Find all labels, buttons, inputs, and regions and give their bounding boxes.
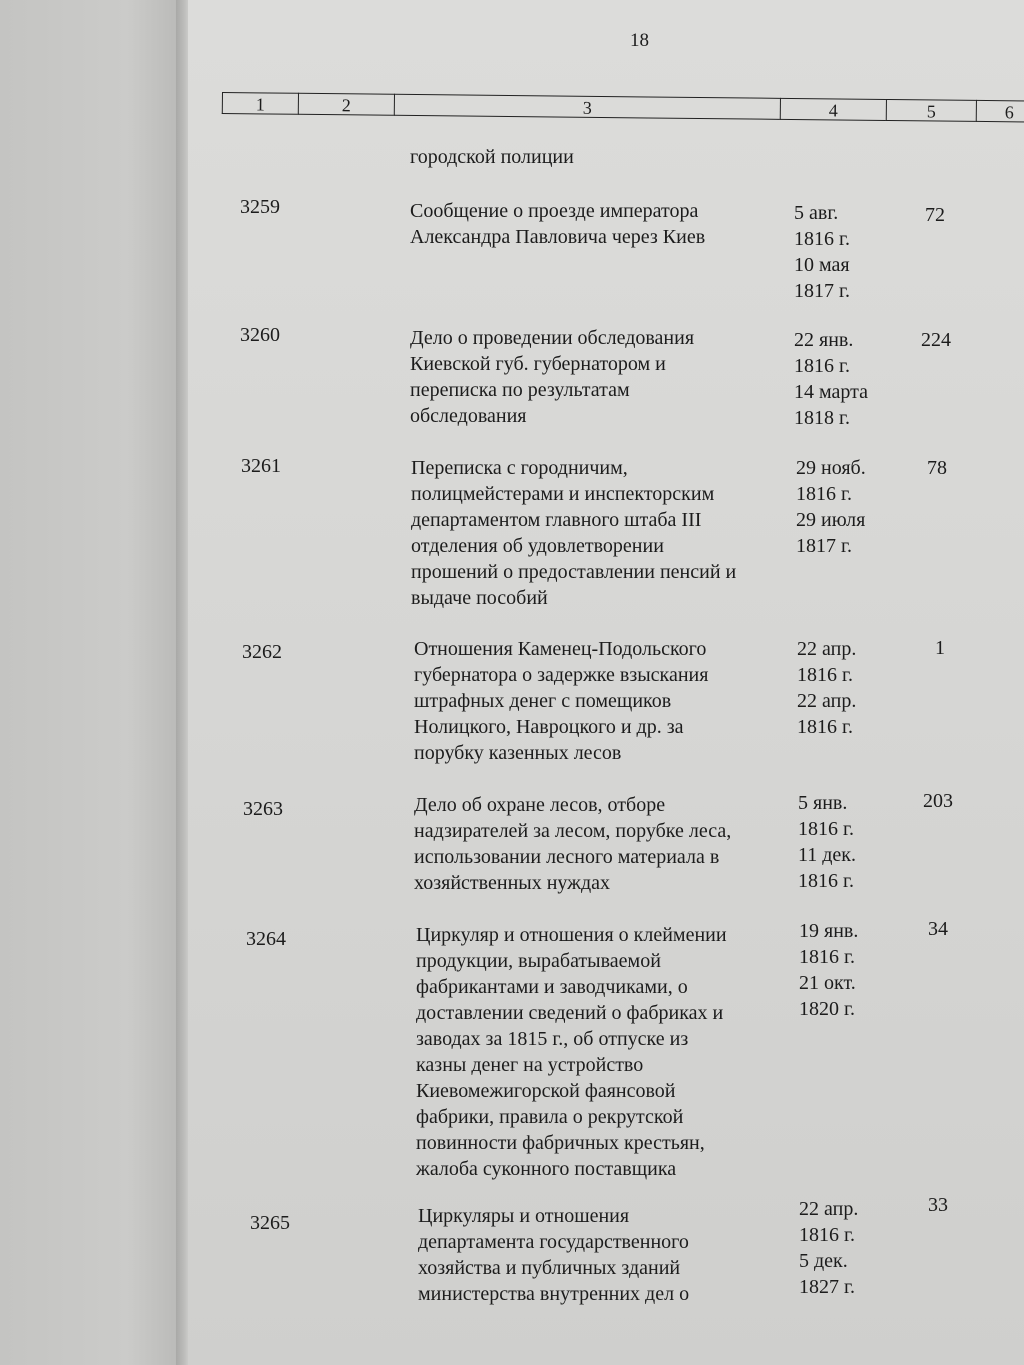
date-line: 22 апр.: [799, 1198, 859, 1220]
date-line: 11 дек.: [798, 844, 857, 866]
date-line: 22 янв.: [794, 329, 854, 351]
record-dates: [794, 327, 868, 431]
date-line: 1816 г.: [797, 664, 853, 686]
left-page: [0, 0, 182, 1365]
date-line: 22 апр.: [797, 690, 857, 712]
column-header-3: 3: [394, 94, 780, 120]
column-header-2: 2: [298, 93, 394, 116]
description-line: Переписка с городничим,: [411, 457, 628, 479]
record-dates: [798, 790, 856, 894]
description-line: заводах за 1815 г., об отпуске из: [416, 1028, 689, 1050]
date-line: 1818 г.: [794, 407, 850, 429]
date-line: 1820 г.: [799, 998, 855, 1020]
record-number: 3265: [250, 1212, 290, 1234]
description-line: доставлении сведений о фабриках и: [416, 1002, 724, 1024]
record-sheets: 34: [928, 918, 948, 940]
record-sheets: 1: [935, 637, 945, 659]
date-line: 1816 г.: [798, 818, 854, 840]
record-description: [414, 636, 794, 766]
description-line: Дело об охране лесов, отборе: [414, 794, 666, 816]
date-line: 1816 г.: [799, 1224, 855, 1246]
description-line: повинности фабричных крестьян,: [416, 1132, 705, 1154]
record-sheets: 224: [921, 329, 951, 351]
description-line: обследования: [410, 405, 527, 427]
date-line: 29 июля: [796, 509, 866, 531]
record-dates: [797, 636, 856, 740]
description-line: Киевской губ. губернатором и: [410, 353, 666, 375]
record-description: [411, 455, 791, 611]
description-line: Нолицкого, Навроцкого и др. за: [414, 716, 684, 738]
description-line: губернатора о задержке взыскания: [414, 664, 709, 686]
date-line: 1816 г.: [799, 946, 855, 968]
record-description: [414, 792, 794, 896]
column-header-6: 6: [976, 100, 1024, 123]
record-description: [410, 325, 790, 429]
description-line: Александра Павловича через Киев: [410, 226, 706, 248]
description-line: Циркуляры и отношения: [418, 1205, 630, 1227]
record-dates: [796, 455, 866, 559]
description-line: фабрикантами и заводчиками, о: [416, 976, 688, 998]
date-line: 1816 г.: [796, 483, 852, 505]
record-number: 3264: [246, 928, 286, 950]
description-line: фабрики, правила о рекрутской: [416, 1106, 684, 1128]
record-number: 3260: [240, 324, 280, 346]
date-line: 5 янв.: [798, 792, 848, 814]
date-line: 21 окт.: [799, 972, 856, 994]
record-description: [418, 1203, 798, 1307]
date-line: 1817 г.: [796, 535, 852, 557]
description-line: министерства внутренних дел о: [418, 1283, 690, 1305]
record-number: 3261: [241, 455, 281, 477]
date-line: 1816 г.: [794, 228, 850, 250]
record-sheets: 33: [928, 1194, 948, 1216]
date-line: 1817 г.: [794, 280, 850, 302]
record-dates: [794, 200, 850, 304]
date-line: 10 мая: [794, 254, 850, 276]
record-sheets: 78: [927, 457, 947, 479]
record-description: [416, 922, 796, 1182]
description-line: Сообщение о проезде императора: [410, 200, 699, 222]
date-line: 5 дек.: [799, 1250, 848, 1272]
column-header-5: 5: [886, 99, 976, 122]
continuation-text: городской полиции: [410, 146, 574, 168]
description-line: штрафных денег с помещиков: [414, 690, 672, 712]
record-number: 3259: [240, 196, 280, 218]
description-line: использовании лесного материала в: [414, 846, 720, 868]
description-line: хозяйственных нуждах: [414, 872, 611, 894]
date-line: 1816 г.: [797, 716, 853, 738]
description-line: казны денег на устройство: [416, 1054, 644, 1076]
date-line: 22 апр.: [797, 638, 857, 660]
description-line: Дело о проведении обследования: [410, 327, 695, 349]
description-line: порубку казенных лесов: [414, 742, 622, 764]
description-line: Циркуляр и отношения о клеймении: [416, 924, 727, 946]
description-line: полицмейстерами и инспекторским: [411, 483, 715, 505]
record-dates: [799, 1196, 858, 1300]
date-line: 14 марта: [794, 381, 868, 403]
description-line: продукции, вырабатываемой: [416, 950, 661, 972]
description-line: жалоба суконного поставщика: [416, 1158, 677, 1180]
date-line: 1827 г.: [799, 1276, 855, 1298]
record-number: 3263: [243, 798, 283, 820]
column-header-1: 1: [222, 92, 298, 115]
description-line: надзирателей за лесом, порубке леса,: [414, 820, 732, 842]
date-line: 29 нояб.: [796, 457, 866, 479]
description-line: департамента государственного: [418, 1231, 689, 1253]
description-line: отделения об удовлетворении: [411, 535, 664, 557]
record-sheets: 72: [925, 204, 945, 226]
date-line: 19 янв.: [799, 920, 859, 942]
record-sheets: 203: [923, 790, 953, 812]
record-number: 3262: [242, 641, 282, 663]
page-number: 18: [630, 30, 649, 51]
date-line: 1816 г.: [794, 355, 850, 377]
date-line: 5 авг.: [794, 202, 839, 224]
description-line: департаментом главного штаба III: [411, 509, 702, 531]
date-line: 1816 г.: [798, 870, 854, 892]
description-line: хозяйства и публичных зданий: [418, 1257, 681, 1279]
description-line: Киевомежигорской фаянсовой: [416, 1080, 676, 1102]
description-line: выдаче пособий: [411, 587, 548, 609]
record-description: [410, 198, 790, 250]
description-line: Отношения Каменец-Подольского: [414, 638, 707, 660]
description-line: переписка по результатам: [410, 379, 630, 401]
description-line: прошений о предоставлении пенсий и: [411, 561, 737, 583]
record-dates: [799, 918, 858, 1022]
column-header-4: 4: [780, 98, 886, 121]
